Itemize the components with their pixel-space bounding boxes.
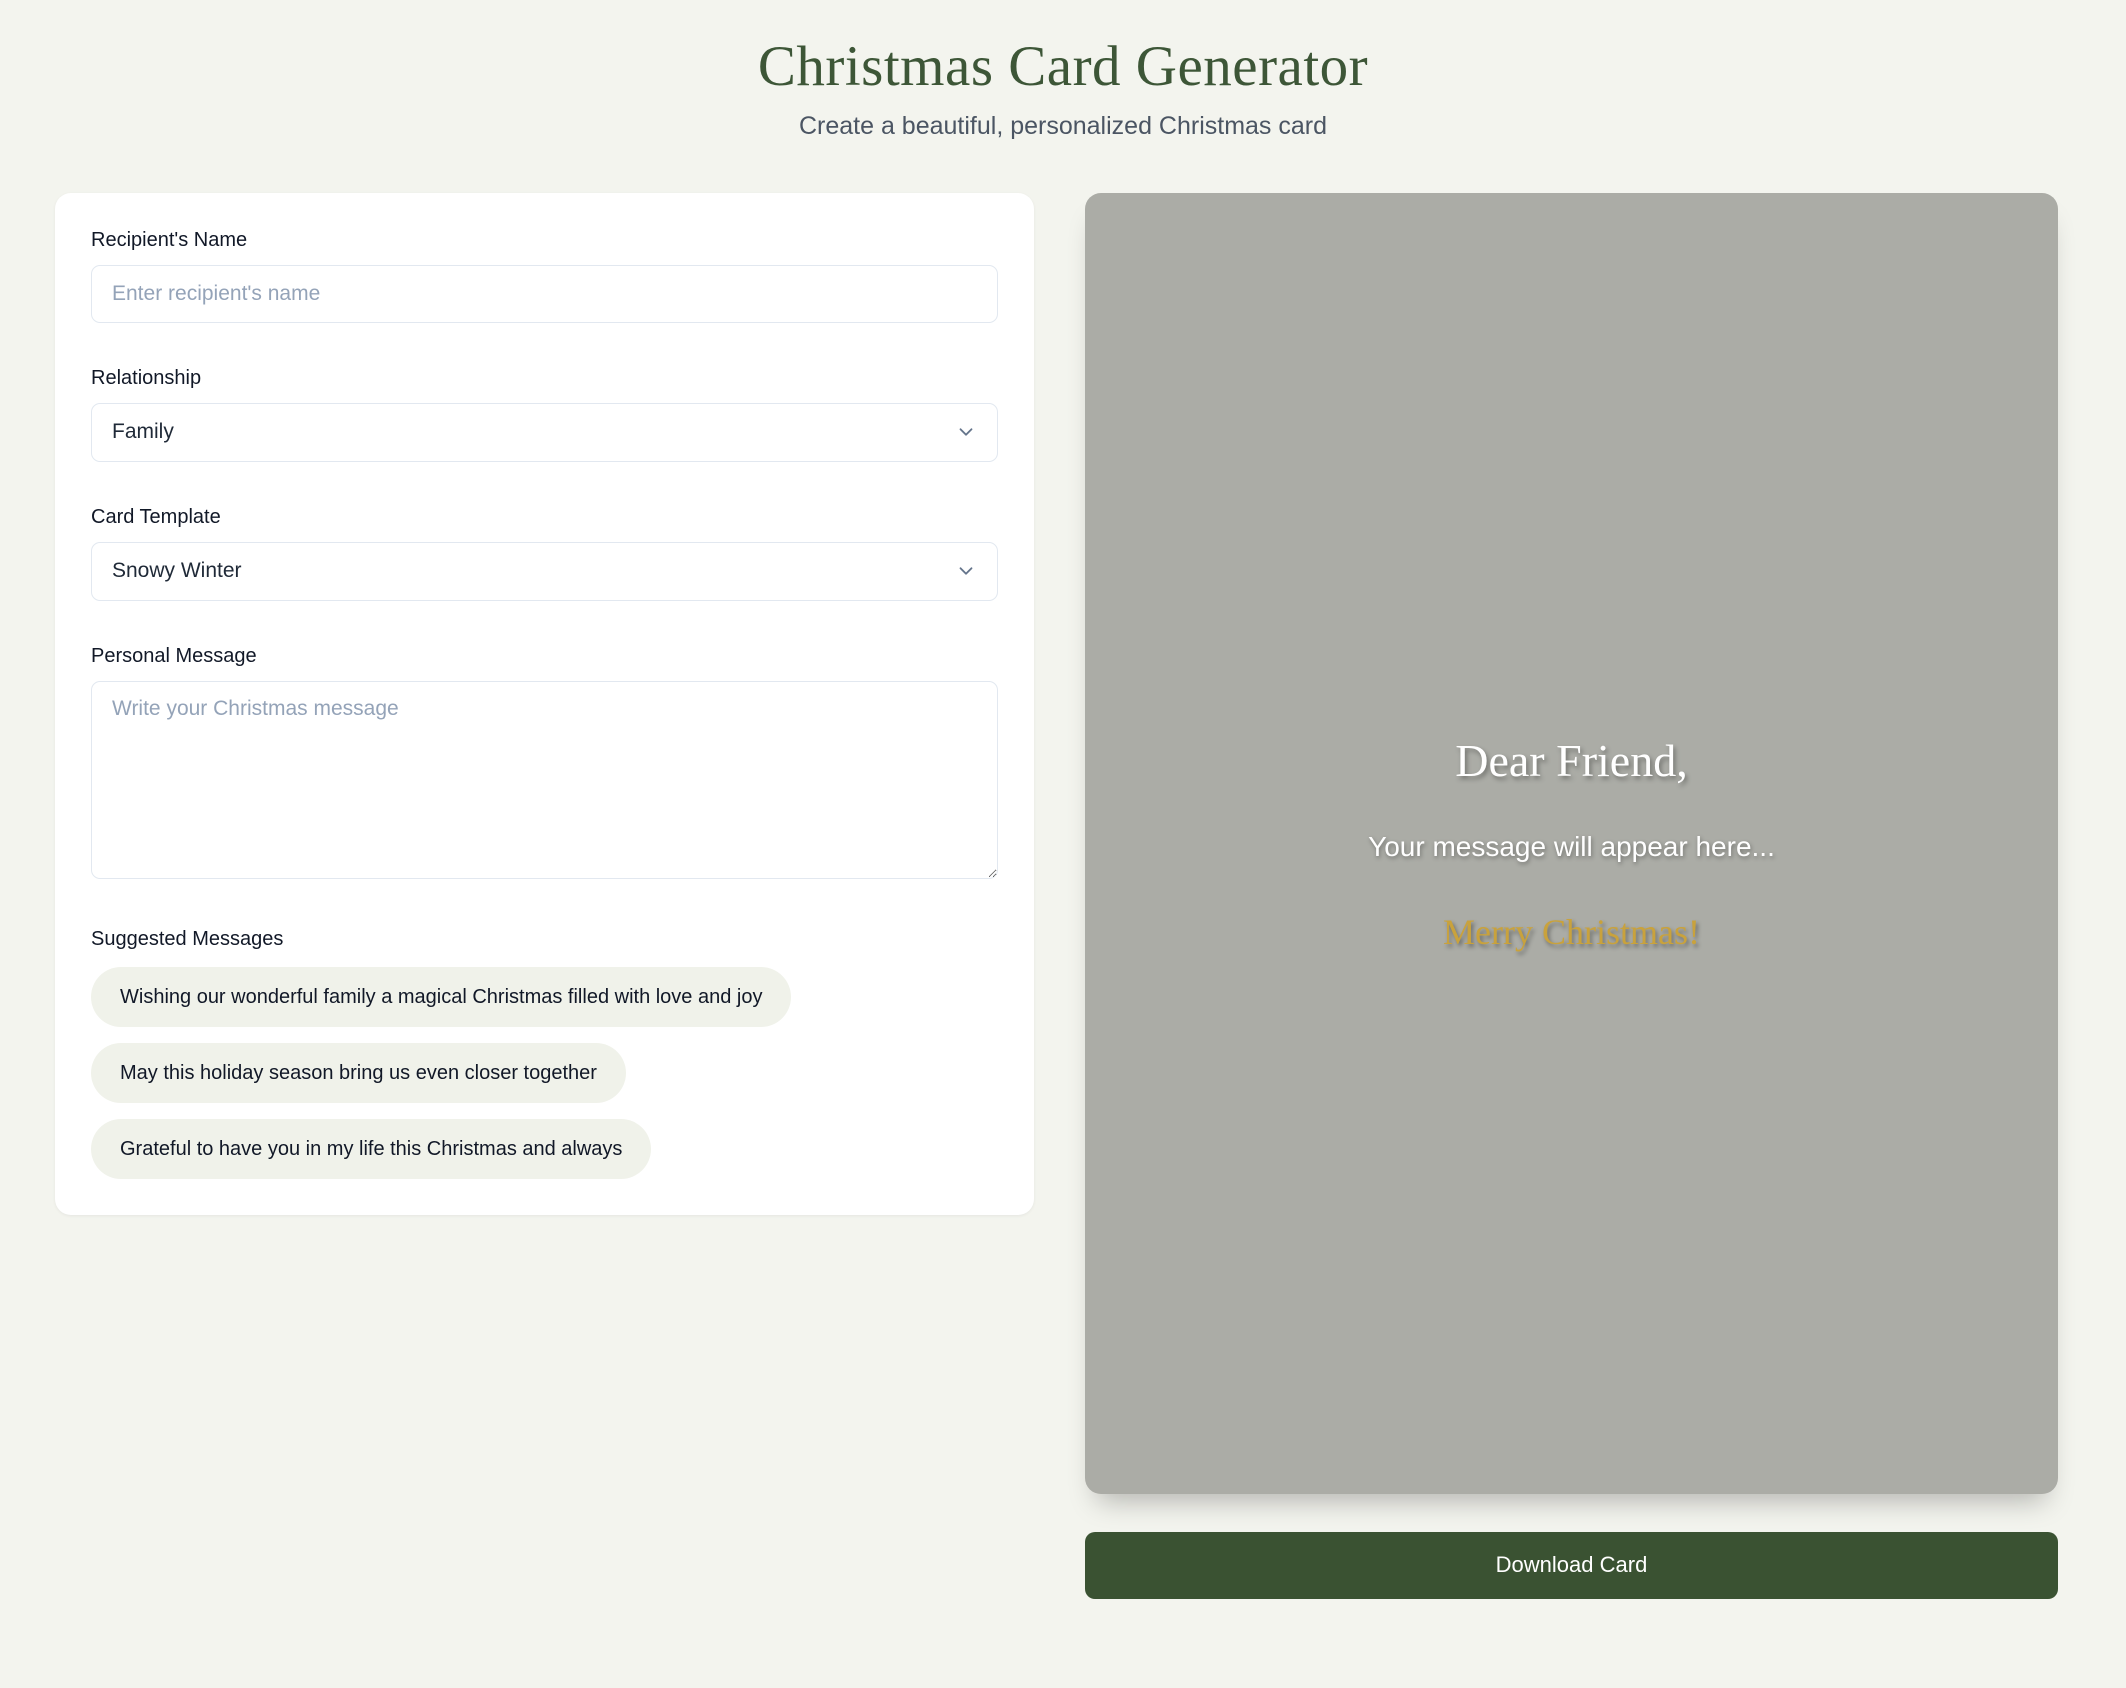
card-preview-column bbox=[1085, 193, 2058, 1599]
card-message-text: Your message will appear here... bbox=[1368, 830, 1775, 862]
chevron-down-icon bbox=[955, 560, 977, 582]
page-header bbox=[0, 0, 2126, 141]
page-title: Christmas Card Generator bbox=[757, 35, 1369, 98]
personal-message-label: Personal Message bbox=[91, 644, 257, 667]
relationship-selected-value: Family bbox=[112, 420, 174, 444]
page-subtitle: Create a beautiful, personalized Christmas card bbox=[798, 111, 1328, 140]
suggested-message-pill[interactable]: Grateful to have you in my life this Christmas and always bbox=[91, 1119, 651, 1179]
chevron-down-icon bbox=[955, 421, 977, 443]
card-greeting-text: Dear Friend, bbox=[1455, 734, 1688, 786]
card-template-label: Card Template bbox=[91, 505, 221, 528]
suggested-messages-section bbox=[91, 928, 998, 1179]
card-settings-panel bbox=[55, 193, 1034, 1215]
suggested-messages-label: Suggested Messages bbox=[91, 927, 284, 950]
main-content bbox=[0, 193, 2126, 1599]
relationship-select[interactable] bbox=[91, 403, 998, 462]
recipient-name-input[interactable] bbox=[91, 265, 998, 323]
relationship-field bbox=[91, 367, 998, 462]
personal-message-field bbox=[91, 645, 998, 884]
card-template-selected-value: Snowy Winter bbox=[112, 559, 242, 583]
recipient-name-label: Recipient's Name bbox=[91, 228, 248, 251]
relationship-label: Relationship bbox=[91, 366, 202, 389]
download-card-button[interactable]: Download Card bbox=[1085, 1532, 2058, 1599]
card-template-select[interactable] bbox=[91, 542, 998, 601]
card-preview bbox=[1085, 193, 2058, 1494]
recipient-name-field bbox=[91, 229, 998, 323]
suggested-message-pill[interactable]: Wishing our wonderful family a magical Christmas filled with love and joy bbox=[91, 967, 791, 1027]
suggested-message-pill[interactable]: May this holiday season bring us even closer together bbox=[91, 1043, 626, 1103]
card-closing-text: Merry Christmas! bbox=[1443, 911, 1700, 952]
personal-message-textarea[interactable] bbox=[91, 681, 998, 879]
card-template-field bbox=[91, 506, 998, 601]
